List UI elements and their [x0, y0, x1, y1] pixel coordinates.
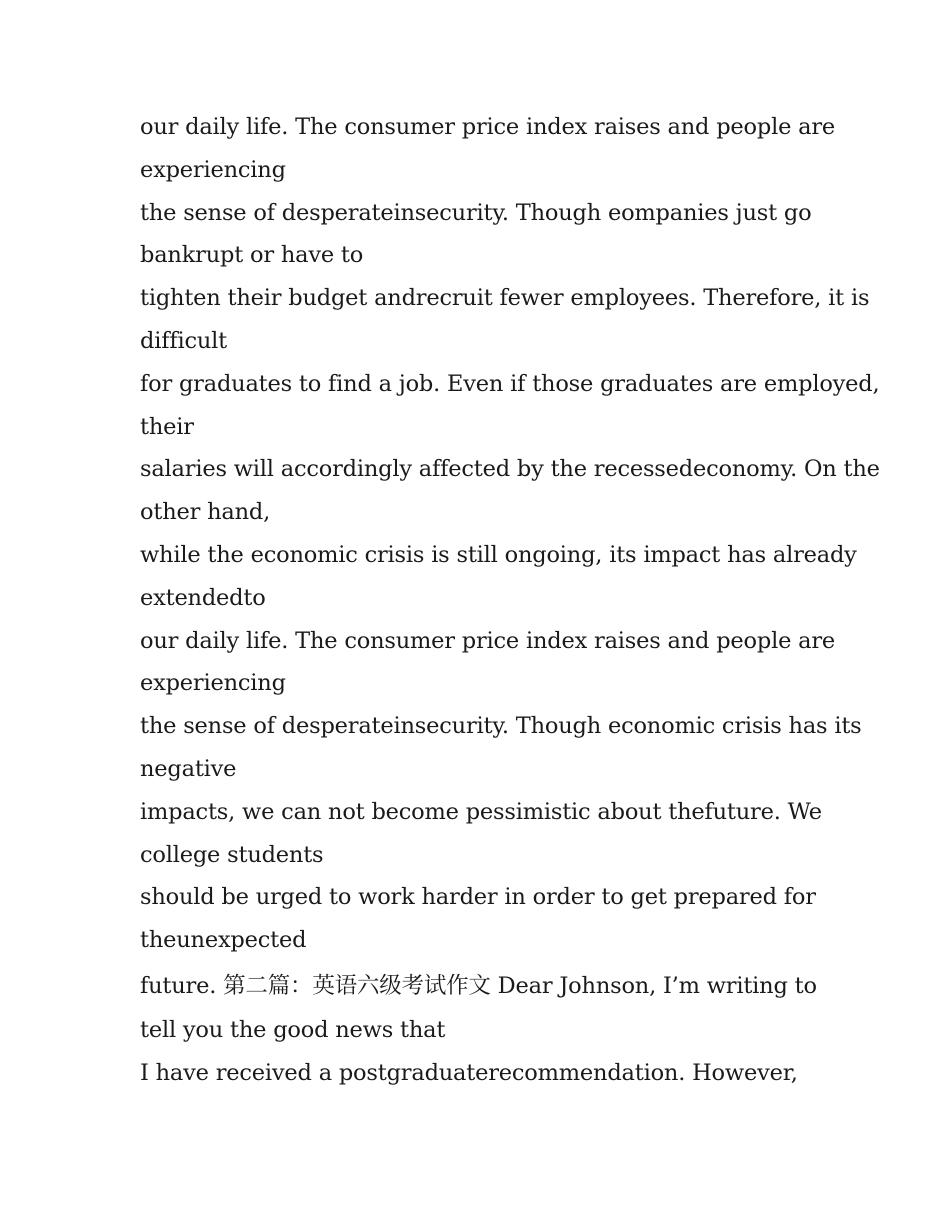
text-line: their — [140, 413, 194, 440]
text-line: other hand, — [140, 499, 271, 526]
text-line: the sense of desperateinsecurity. Though eompanies just go — [140, 199, 812, 226]
text-line: experiencing — [140, 156, 286, 183]
text-line: experiencing — [140, 670, 286, 697]
text-line: theunexpected — [140, 927, 307, 954]
text-line: while the economic crisis is still ongoing, its impact has already — [140, 541, 857, 568]
text-line: salaries will accordingly affected by the recessedeconomy. On the — [140, 456, 880, 483]
text-line: I have received a postgraduaterecommendation. However, — [140, 1059, 798, 1086]
text-line: bankrupt or have to — [140, 242, 364, 269]
text-line: impacts, we can not become pessimistic about thefuture. We — [140, 798, 822, 825]
text-line-section-heading: future. 第二篇：英语六级考试作文 Dear Johnson, I’m writing to — [140, 972, 817, 999]
text-line: negative — [140, 755, 237, 782]
text-line: college students — [140, 841, 324, 868]
text-line: difficult — [140, 327, 227, 354]
text-line: the sense of desperateinsecurity. Though economic crisis has its — [140, 713, 862, 740]
text-line: our daily life. The consumer price index raises and people are — [140, 627, 836, 654]
text-line: for graduates to find a job. Even if those graduates are employed, — [140, 370, 880, 397]
body-text — [140, 106, 880, 1095]
text-line: tighten their budget andrecruit fewer employees. Therefore, it is — [140, 285, 870, 312]
text-line: our daily life. The consumer price index raises and people are — [140, 114, 836, 140]
text-line: tell you the good news that — [140, 1016, 446, 1043]
text-line: extendedto — [140, 584, 266, 611]
text-line: should be urged to work harder in order to get prepared for — [140, 884, 816, 911]
